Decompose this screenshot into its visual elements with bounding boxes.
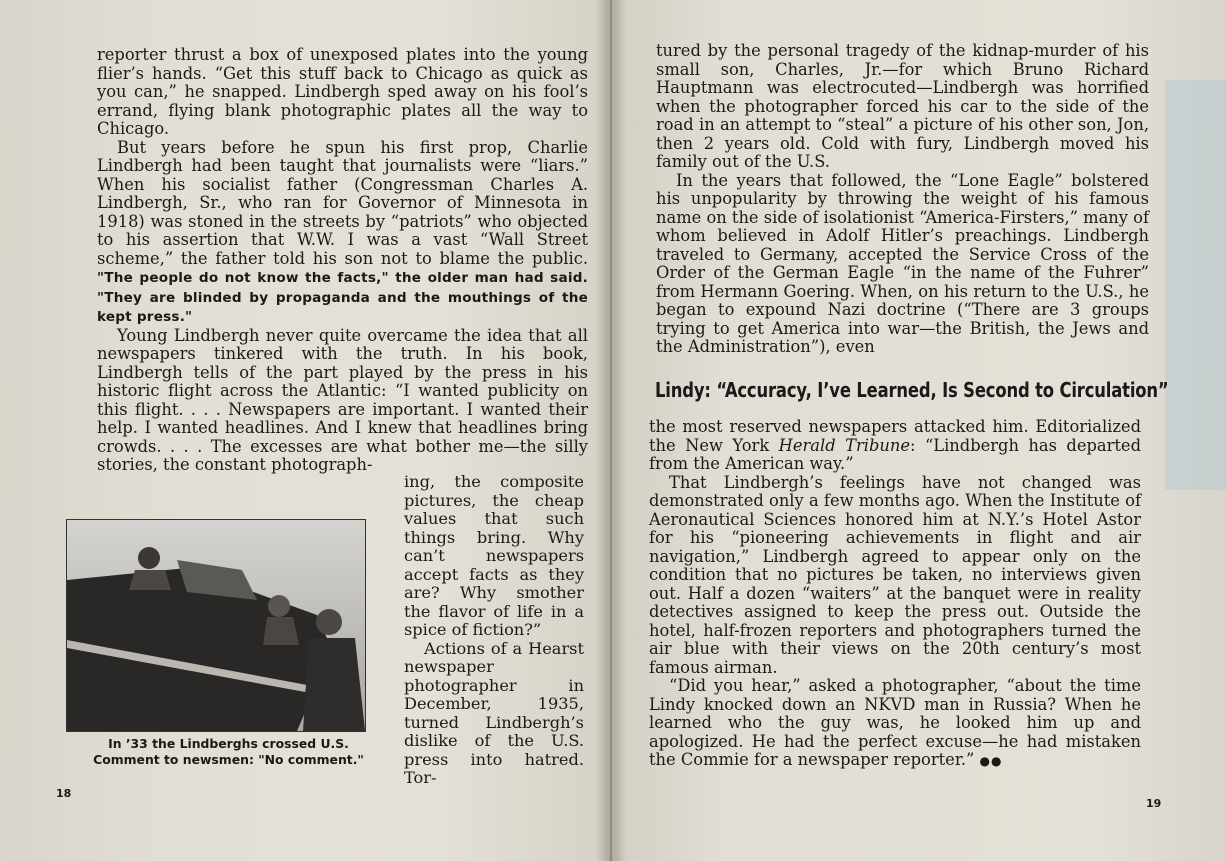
right-column-top (656, 42, 1149, 357)
photo-illustration (67, 520, 365, 731)
paragraph: In the years that followed, the “Lone Eagle” bolstered his unpopularity by throwing the weight of his famous name on the side of isolationist “America-Firsters,” many of whom believed in Adolf Hitler’s preachings. Lindbergh traveled to Germany, accepted the Service Cross of the Order of the German Eagle “in the name of the Fuhrer” from Hermann Goering. When, on his return to the U.S., he began to expound Nazi doctrine (“There are 3 groups trying to get America into war—the British, the Jews and the Administration”), even (656, 170, 1149, 356)
left-narrow-column (404, 473, 584, 788)
paragraph: That Lindbergh’s feelings have not changed was demonstrated only a few months ago. When the Institute of Aeronautical Sciences honored him at N.Y.’s Hotel Astor for his “pioneering achievements in flight and air navigation,” Lindbergh agreed to appear only on the condition that no pictures be taken, no interviews given out. Half a dozen “waiters” at the banquet were in reality detectives assigned to keep the press out. Outside the hotel, half-frozen reporters and photographers turned the air blue with their views on the 20th century’s most famous airman. (649, 472, 1141, 677)
lindbergh-photo (66, 519, 366, 732)
paragraph-text: : “Lindbergh has departed from the American way.” (649, 435, 1141, 473)
section-headline: Lindy: “Accuracy, I’ve Learned, Is Second to Circulation” (655, 378, 1169, 402)
paragraph: ing, the composite pictures, the cheap values that such things bring. Why can’t newspapers accept facts as they are? Why smother the flavor of life in a spice of fiction?” (404, 472, 584, 639)
paragraph: tured by the personal tragedy of the kidnap-murder of his small son, Charles, Jr.—for which Bruno Richard Hauptmann was electrocuted—Lindbergh was horrified when the photographer forced his car to the side of the road in an attempt to “steal” a picture of his other son, Jon, then 2 years old. Cold with fury, Lindbergh moved his family out of the U.S. (656, 41, 1149, 171)
caption-line: In ’33 the Lindberghs crossed U.S. (108, 736, 349, 751)
paragraph: reporter thrust a box of unexposed plates into the young flier’s hands. “Get this stuff back to Chicago as quick as you can,” he snapped. Lindbergh sped away on his fool’s errand, flying blank photographic plates all the way to Chicago. (97, 45, 588, 138)
paragraph (649, 677, 1141, 771)
binding-gutter (596, 0, 626, 861)
page-number-left: 18 (56, 787, 72, 800)
paragraph-text: But years before he spun his first prop, Charlie Lindbergh had been taught that journalists were “liars.” When his socialist father (Congressman Charles A. Lindbergh, Sr., who ran for Governor of Minnesota in 1918) was stoned in the streets by “patriots” who objected to his assertion that W.W. I was a vast “Wall Street scheme,” the father told his son not to blame the public. (97, 137, 588, 268)
photo-caption (86, 736, 371, 768)
page-number-right: 19 (1146, 797, 1162, 810)
right-column-bottom (649, 418, 1141, 771)
end-mark: ●● (979, 754, 1003, 768)
paragraph: Young Lindbergh never quite overcame the idea that all newspapers tinkered with the truth. In his book, Lindbergh tells of the part played by the press in his historic flight across the Atlantic: “I wanted publicity on this flight. . . . Newspapers are important. I wanted their help. I wanted headlines. And I knew that headlines bring crowds. . . . The excesses are what bother me—the silly stories, the constant photograph- (97, 325, 588, 474)
caption-line: Comment to newsmen: "No comment." (93, 752, 364, 767)
paragraph: Actions of a Hearst newspaper photographer in December, 1935, turned Lindbergh’s dislike of the U.S. press into hatred. Tor- (404, 638, 584, 787)
paragraph (649, 418, 1141, 474)
paragraph-text: “Did you hear,” asked a photographer, “about the time Lindy knocked down an NKVD man in Russia? When he learned who the guy was, he looked him up and apologized. He had the perfect excuse—he had mistaken the Commie for a newspaper reporter.” (649, 676, 1141, 769)
paragraph-text: the most reserved newspapers attacked him. Editorialized the New York (649, 417, 1141, 455)
publication-name: Herald Tribune (778, 435, 910, 455)
left-column-text (97, 46, 588, 475)
bold-pull-quote: "The people do not know the facts," the older man had said. "They are blinded by propaganda and the mouthings of the kept press." (97, 270, 588, 325)
print-tint (1165, 80, 1226, 490)
paragraph (97, 139, 588, 327)
